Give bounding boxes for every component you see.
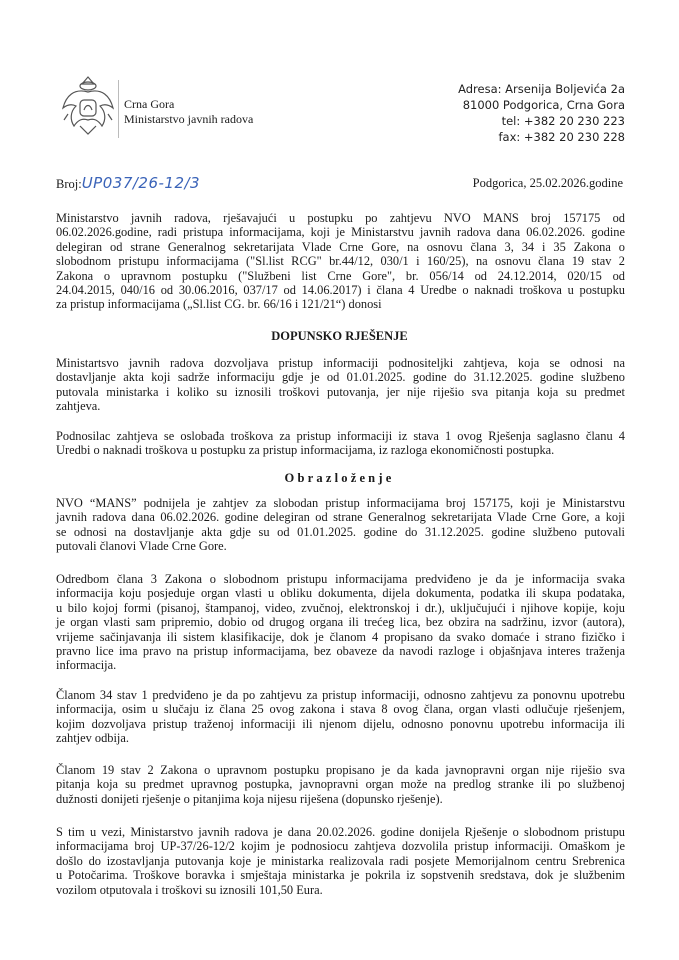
text-line: delegiran od strane Generalnog sekretarijata Vlade Crne Gore, na osnovu člana 3, 34 i 35 Zakona o	[56, 239, 625, 254]
text-line: Ministarstvo javnih radova, rješavajući u postupku po zahtjevu NVO MANS broj 157175 od	[56, 211, 625, 225]
text-line: S tim u vezi, Ministarstvo javnih radova je dana 20.02.2026. godine donijela Rješenje o slobodnom pristupu	[56, 825, 625, 839]
reasoning-paragraph	[56, 496, 625, 554]
reasoning-paragraph	[56, 572, 625, 673]
text-line: slobodnom pristupu informacijama ("Sl.list RCG" br.44/12, 030/1 i 160/25), na osnovu člana 19 stav 2	[56, 254, 625, 269]
text-line: 06.02.2026.godine, radi pristupa informacijama, koji je Ministarstvu javnih radova dana 06.02.2026. godine	[56, 225, 625, 240]
text-line: pravno lice ima pravo na pristup informacijama, bez obaveze da navodi razloge i objašnjava interes traženja	[56, 644, 625, 659]
reference-label: Broj:	[56, 177, 82, 191]
text-line: informacija, osim u slučaju iz člana 25 ovog zakona i stava 8 ovog člana, organ vlasti odlučuje rješenjem,	[56, 702, 625, 717]
ministry-name: Ministarstvo javnih radova	[124, 112, 254, 126]
fax-line: fax: +382 20 230 228	[498, 130, 625, 144]
text-line: zahtjev odbija.	[56, 731, 129, 746]
document-date: Podgorica, 25.02.2026.godine	[472, 176, 623, 190]
text-line: pitanja koja su predmet upravnog postupka, javnopravni organ može na predlog stranke ili po službenoj	[56, 777, 625, 792]
reasoning-paragraph	[56, 763, 625, 806]
coat-of-arms-logo	[60, 74, 116, 138]
text-line: vrijeme sačinjavanja ili sistem klasifikacije, dok je članom 4 propisano da svako domaće i strano fizičko i	[56, 629, 625, 644]
text-line: NVO “MANS” podnijela je zahtjev za slobodan pristup informacijama broj 157175, koji je Ministarstvu	[56, 496, 625, 510]
document-title: DOPUNSKO RJEŠENJE	[271, 329, 408, 343]
text-line: javnih radova dana 06.02.2026. godine delegiran od strane Generalnog sekretarijata Vlade Crne Gore, a koji	[56, 510, 625, 525]
text-line: se odnosi na dostavljanje akta gdje su od 01.01.2025. godine do 31.12.2025. godine službeno putovali	[56, 524, 625, 539]
handwritten-reference: UP037/26-12/3	[81, 174, 201, 192]
text-line: Ministartsvo javnih radova dozvoljava pristup informaciji podnositeljki zahtjeva, koja se odnosi na	[56, 356, 625, 370]
reference-number	[56, 174, 200, 192]
header-divider	[118, 80, 119, 138]
phone-line: tel: +382 20 230 223	[501, 114, 625, 128]
organization-name	[124, 97, 253, 127]
text-line: putovala ministarka i koliko su iznosili troškovi putovanja, jer nije riješio sva pitanja koja su predmet	[56, 384, 625, 399]
intro-paragraph	[56, 211, 625, 312]
text-line: dužnosti donijeti rješenje o pitanjima koja nijesu riješena (dopunsko rješenje).	[56, 791, 443, 806]
text-line: kojim dozvoljava pristup traženoj informaciji ili njenom dijelu, odnosno ponovnu upotrebu informacija ili	[56, 716, 625, 731]
address-line: Adresa: Arsenija Boljevića 2a	[458, 82, 625, 96]
text-line: vozilom otputovala i troškovi su iznosili 101,50 Eura.	[56, 882, 323, 897]
text-line: 24.04.2015, 040/16 od 30.06.2016, 037/17 od 14.06.2017) i člana 4 Uredbe o naknadi troškova u postupku	[56, 283, 625, 298]
text-line: je organ vlasti sam pripremio, dobio od drugog organa ili trećeg lica, bez obzira na sadržinu, izvor (autora),	[56, 615, 625, 630]
decision-paragraph	[56, 429, 625, 458]
text-line: informacija koju posjeduje organ vlasti u obliku dokumenta, dijela dokumenta, podatka ili skupa podataka,	[56, 586, 625, 601]
text-line: Uredbi o naknadi troškova u postupku za pristup informacijama, iz razloga ekonomičnosti postupka.	[56, 443, 555, 458]
text-line: zahtjeva.	[56, 399, 101, 414]
text-line: informacija.	[56, 658, 117, 673]
decision-paragraph	[56, 356, 625, 414]
reasoning-paragraph	[56, 825, 625, 897]
text-line: dostavljanje akta koji sadrže informaciju gdje je od 01.01.2025. godine do 31.12.2025. godine službeno	[56, 370, 625, 385]
reasoning-paragraph	[56, 688, 625, 746]
text-line: u bilo kojoj formi (pisanoj, štampanoj, video, zvučnoj, elektronskoj i dr.), uključujući i njihove kopije, koju	[56, 600, 625, 615]
text-line: Članom 34 stav 1 predviđeno je da po zahtjevu za pristup informaciji, odnosno zahtjevu za ponovnu upotrebu	[56, 688, 625, 702]
text-line: Podnosilac zahtjeva se oslobađa troškova za pristup informaciji iz stava 1 ovog Rješenja saglasno članu 4	[56, 429, 625, 443]
text-line: informacijama broj UP-37/26-12/2 kojim je podnosiocu zahtjeva dozvolila pristup informaciji. Omaškom je	[56, 839, 625, 854]
contact-address	[458, 81, 625, 145]
text-line: putovali članovi Vlade Crne Gore.	[56, 539, 227, 554]
text-line: u Potočarima. Troškove boravka i smještaja ministarka je pokrila iz sopstvenih sredstava, dok je službenim	[56, 868, 625, 883]
address-line: 81000 Podgorica, Crna Gora	[462, 98, 625, 112]
text-line: za pristup informacijama („Sl.list CG. br. 66/16 i 121/21“) donosi	[56, 297, 382, 312]
text-line: Članom 19 stav 2 Zakona o upravnom postupku propisano je da kada javnopravni organ nije riješio sva	[56, 763, 625, 777]
text-line: Odredbom člana 3 Zakona o slobodnom pristupu informacijama predviđeno je da je informacija svaka	[56, 572, 625, 586]
text-line: Zakona o upravnom postupku ("Službeni list Crne Gore", br. 056/14 od 24.12.2014, 020/15 od	[56, 268, 625, 283]
reasoning-title: Obrazloženje	[284, 471, 395, 485]
country-name: Crna Gora	[124, 97, 175, 111]
text-line: došlo do izostavljanja putovanja koje je ministarka realizovala radi posjete Memorijalnom centru Srebrenica	[56, 853, 625, 868]
